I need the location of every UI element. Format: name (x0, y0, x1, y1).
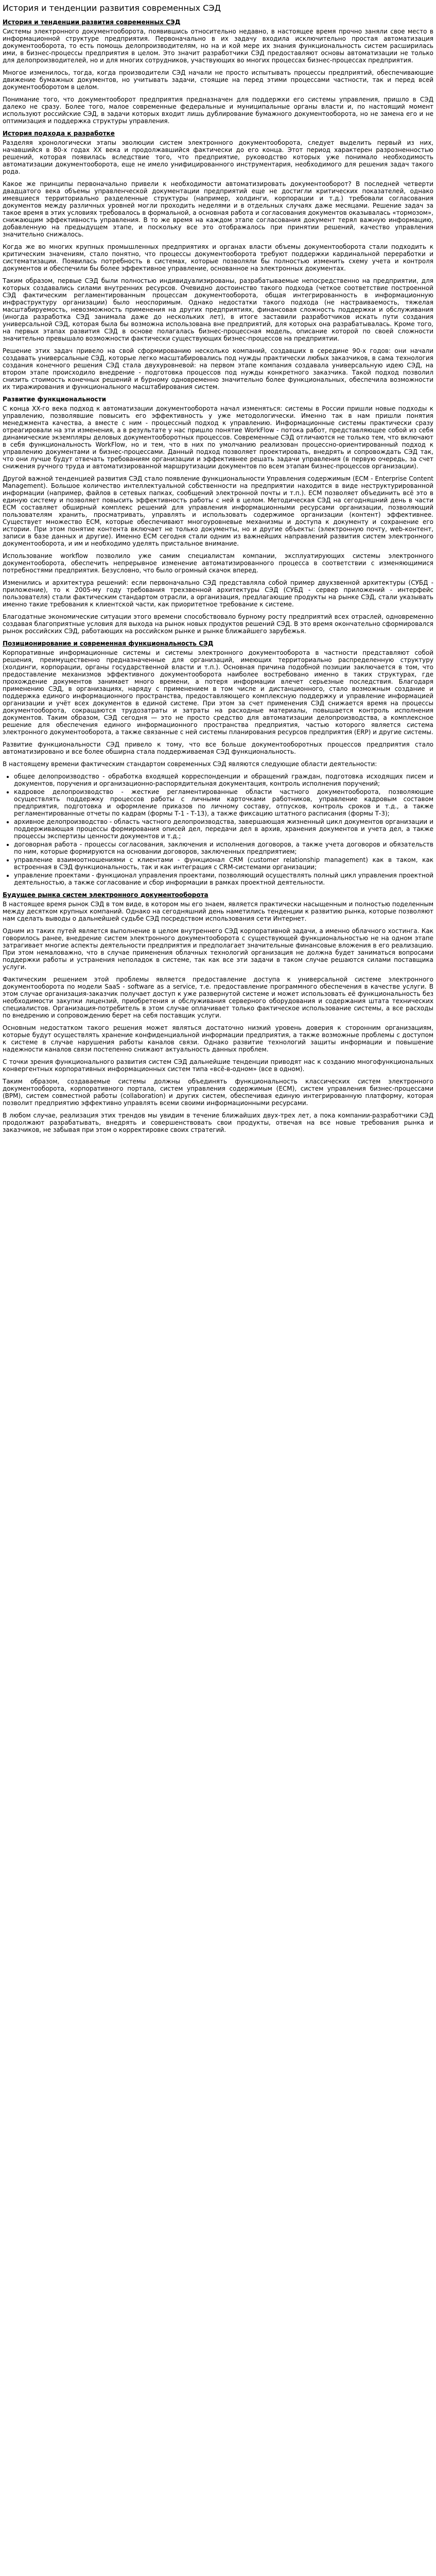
paragraph: Таким образом, создаваемые системы должны объединять функциональность классических систем электронного документооборота, корпоративного портала, систем управления содержимым (ECM), систем управления бизнес-процессами (BPM), систем совместной работы (collaboration) и других систем, обеспечивая единую интегрированную платформу, которая позволит предприятию эффективно управлять всеми своими информационными ресурсами. (3, 1078, 433, 1107)
section-heading: Будущее рынка систем электронного документооборота (3, 891, 208, 899)
paragraph: Решение этих задач привело на свой сформированию несколько компаний, создавших в середине 90-х годов: они начали создавать универсальные СЭД, которые легко масштабировались под нужды практически любых заказчиков, в сама технология создания конечного решения СЭД стала двухуровневой: на первом этапе компания создавала универсальную идею СЭД, на втором этапе происходило внедрение - подготовка процессов под нужды конкретного заказчика. Такой подход позволил снизить стоимость конечных решений и бурному одновременно значительно более функциональных, обеспечила возможности их тиражирования и функционального масштабирования систем. (3, 347, 433, 391)
paragraph: С точки зрения функционального развития систем СЭД дальнейшие тенденции приводят нас к созданию многофункциональных конвергентных корпоративных информационных систем типа «всё-в-одном» (все в одном). (3, 1058, 433, 1073)
section-heading: Позиционирование и современная функциональность СЭД (3, 640, 214, 647)
section-heading: История подхода к разработке (3, 130, 115, 137)
list-item: • архивное делопроизводство - область частного делопроизводства, завершающая жизненный цикл документов организации и поддерживающая процессы формирования описей дел, передачи дел в архив, хранения документов и учета дел, а также процессы экспертизы ценности документов и т.д.; (14, 818, 433, 840)
paragraph: Основным недостатком такого решения может являться достаточно низкий уровень доверия к сторонним организациям, которые будут осуществлять хранение конфиденциальной информации предприятия, а также возможные проблемы с доступом к системе в случае нарушения работы каналов связи. Однако развитие технологий защиты информации и повышение надежности каналов связи постепенно снижают актуальность данных проблем. (3, 1024, 433, 1053)
paragraph: Многое изменилось, тогда, когда производители СЭД начали не просто испытывать процессы предприятий, обеспечивающие движение бумажных документов, но учитывать задачи, стоящие на перед этими процессами частности, так и перед всей документооборотом в целом. (3, 69, 433, 91)
paragraph: Разделяя хронологически этапы эволюции систем электронного документооборота, следует выделить первый из них, начавшийся в 80-х годах XX века и продолжавшийся фактически до его конца. Этот период характерен разрозненностью решений, которая появилась вследствие того, что предприятие, руководство которых уже понимало необходимость автоматизации документооборота, еще не имело унифицированного инструментария, необходимого для решения задач такого рода. (3, 139, 433, 175)
paragraph: Изменились и архитектура решений: если первоначально СЭД представляла собой пример двухзвенной архитектуры (СУБД - приложение), то к 2005-му году требования трехзвенной архитектуры СЭД (СУБД - сервер приложений - интерфейс пользователя) стали фактическим стандартом отрасли, а организация, предлагающие продукты на рынке СЭД, стали указывать именно такие требования к клиентской части, как приоритетное требование к системе. (3, 579, 433, 608)
document-page (0, 3, 436, 1144)
paragraph: Корпоративные информационные системы и системы электронного документооборота в частности представляют собой решения, преимущественно предназначенные для организаций, имеющих территориально распределенную структуру (холдинги, корпорации, органы государственной власти и т.п.). Основная причина подобной позиции заключается в том, что предоставление механизмов эффективного документооборота наиболее востребовано именно в таких структурах, где прохождение документов занимает много времени, а потеря информации влечет серьезные последствия. Благодаря применению СЭД, в организациях, наряду с применением в том числе и дистанционного, стало возможным создание и поддержка единого информационного пространства, предоставляющего комплексную поддержку и управление информацией организации и учёт всех документов в единой системе. При этом за счет применения СЭД снижается время на процессы документооборота, сокращаются трудозатраты и затраты на расходные материалы, повышается контроль исполнения документов. Таким образом, СЭД сегодня — это не просто средство для автоматизации делопроизводства, а комплексное решение для обеспечения единого информационного пространства предприятия, частью которого является система электронного документооборота, а также связанные с ней системы планирования ресурсов предприятия (ERP) и другие системы. (3, 649, 433, 736)
list-item: • управление взаимоотношениями с клиентами - функционал CRM (customer relationship management) как в таком, как встроенная в СЭД функциональность, так и как интеграция с CRM-системами организации; (14, 856, 433, 871)
bullet-list (3, 773, 433, 886)
paragraph: В настоящее время рынок СЭД в том виде, в котором мы его знаем, является практически насыщенным и полностью поделенным между десятком крупных компаний. Однако на сегодняшний день наметились тенденции к развитию рынка, которые позволяют нам сделать выводы о дальнейшей судьбе СЭД посредством использования сети Интернет. (3, 901, 433, 922)
paragraph: Понимание того, что документооборот предприятия предназначен для поддержки его системы управления, пришло в СЭД далеко не сразу. Более того, малое современные федеральные и муниципальные органы власти и, по настоящий момент используют российские СЭД, в задачи которых входит лишь дублирование бумажного документооборота, но не замена его и не оптимизация и поддержка структуры управления. (3, 96, 433, 125)
paragraph: Системы электронного документооборота, появившись относительно недавно, в настоящее время прочно заняли свое место в информационной структуре предприятия. Первоначально в их задачу входила исключительно простая автоматизация документооборота, то есть помощь делопроизводителям, но на и кой мере их знания функциональность систем расширилась ими, в бизнес-процессы предприятия в целом. Это значит разработчики СЭД предоставляют основы автоматизации не только для делопроизводителей, но и для многих сотрудников, участвующих во многих процессах бизнес-процессах предприятия. (3, 28, 433, 64)
list-item: • управление проектами - функционал управления проектами, позволяющий осуществлять полный цикл управления проектной деятельностью, а также согласование и сбор информации в рамках проектной деятельности. (14, 872, 433, 886)
paragraph: Когда же во многих крупных промышленных предприятиях и органах власти объемы документооборота стали подходить к критическим значениям, стало понятно, что процессы документооборота требуют поддержки кардинальной переработки и систематизации. Появилась потребность в системах, которые позволяли бы полностью изменить схему учета и контроля документов и обеспечили бы более эффективное управление, основанное на электронных документах. (3, 243, 433, 272)
list-item: • кадровое делопроизводство - жесткие регламентированные области частного документооборота, позволяющие осуществлять поддержку процессов работы с личными карточками работников, управление кадровым составом предприятия, подготовка и оформление приказов по личному составу, отпусков, контроль сроков и т.д., а также регламентированные отчеты по кадрам (формы Т-1 - Т-13), а также фиксацию штатного расписания (формы Т-3); (14, 788, 433, 817)
section-heading: История и тенденции развития современных СЭД (3, 19, 181, 26)
paragraph: Другой важной тенденцией развития СЭД стало появление функциональности Управления содержимым (ECM - Enterprise Content Management). Большое количество интеллектуальной собственности на предприятии находится в виде неструктурированной информации (например, файлов в сетевых папках, сообщений электронной почты и т.п.). ECM позволяет объединить всё это в единую систему и позволяет повысить эффективность работы с ней в целом. Методическая СЭД на сегодняшний день в части ECM составляет обширный комплекс решений для управления информационными ресурсами организации, позволяющий пользователям хранить, просматривать, управлять и использовать содержимое организации (контент) эффективнее. Существует множество ECM, которые обеспечивают многоуровневые механизмы и доступа к документу и сохранение его истории. При этом понятие контента включает не только документы, но и другие объекты: (электронную почту, web-контент, записи в базе данных и другие). Именно ECM сегодня стали одним из важнейших направлений развития систем электронного документооборота, и им и необходимо уделять пристальное внимание. (3, 475, 433, 547)
list-item: • общее делопроизводство - обработка входящей корреспонденции и обращений граждан, подготовка исходящих писем и документов, поручения и организационно-распорядительная документация, контроль исполнения поручений; (14, 773, 433, 787)
list-item: • договорная работа - процессы согласования, заключения и исполнения договоров, а также учета договоров и обязательств по ним, которые формируются на основании договоров, заключенных предприятием; (14, 841, 433, 855)
paragraph: В любом случае, реализация этих трендов мы увидим в течение ближайших двух-трех лет, а пока компании-разработчики СЭД продолжают разрабатывать, внедрять и совершенствовать свои продукты, отвечая на все новые требования рынка и заказчиков, не забывая при этом о корректировке своих стратегий. (3, 1112, 433, 1133)
document-body (3, 19, 433, 1133)
paragraph: Таким образом, первые СЭД были полностью индивидуализированы, разрабатываемые непосредственно на предприятии, для которых создавались силами внутренних ресурсов. Очевидно достоинство такого подхода (четкое соответствие построенной СЭД фактическим регламентированным процессам документооборота, общая интегрированность в информационную инфраструктуру организации) было неоспоримым. Однако недостатки такого подхода (не настраиваемость, тяжелая масштабируемость, невозможность применения на других предприятиях, финансовая сложность поддержки и обслуживания (иногда разработка СЭД занимала даже до нескольких лет), в итоге заставили разработчиков искать пути создания универсальной СЭД, которая была бы возможна использована вне предприятий, для которых она разрабатывалась. Кроме того, на первых этапах развития СЭД в основе полагалась бизнес-процессная модель, описание которой по своей сложности значительно превышало возможности фактически существующих бизнес-процессов на предприятии. (3, 277, 433, 342)
section-heading: Развитие функциональности (3, 396, 107, 403)
paragraph: С конца XX-го века подход к автоматизации документооборота начал изменяться: системы в России пришли новые подходы к управлению, позволявшие повысить его эффективность у уже методологически. Именно так в нам пришли понятия менеджмента качества, а вместе с ним - процессный подход к управлению. Информационные системы практически сразу отреагировали на эти изменения, а в результате у нас пришло понятие WorkFlow - потока работ, представляющее собой из себя динамические экземпляры деловых документооборотных процессов. Современные СЭД отличаются не только тем, что включают в себя функциональность WorkFlow, но и тем, что в них по умолчанию реализован процессно-ориентированный подход к управлению документами и бизнес-процессами. Данный подход позволяет проектировать, внедрять и сопровождать СЭД так, что они лучше будут отвечать требованиям организации и эффективнее решать задачи управления (в первую очередь, за счет снижения ручного труда и автоматизированной маршрутизации документов по всем этапам бизнес-процессов организации). (3, 405, 433, 470)
document-title: История и тенденции развития современных СЭД (3, 3, 221, 13)
paragraph: Благодатные экономические ситуации этого времени способствовало бурному росту предприятий всех отраслей, одновременно создавая благоприятные условия для выхода на рынок новых продуктов решений СЭД. В это время окончательно сформировался рынок российских СЭД, работающих на российском рынке и рынке ближайшего зарубежья. (3, 613, 433, 635)
paragraph: В настоящему времени фактическим стандартом современных СЭД являются следующие области деятельности: (3, 760, 377, 768)
paragraph: Развитие функциональности СЭД привело к тому, что все больше документооборотных процессов предприятия стало автоматизировано и все более обширна стала поддерживаемая СЭД функциональность. (3, 741, 433, 755)
paragraph: Какое же принципы первоначально привели к необходимости автоматизировать документооборот? В последней четверти двадцатого века объемы управленческой документации предприятий еще не достигли критических показателей, однако имевшиеся территориально разделенные структуры (например, холдинги, корпорации и т.д.) требовали согласования документов между различных уровней могли проходить неделями и в отдельных случаях даже месяцами. Решение задач за такое время в этих условиях требовалось в формальной, а основная работа и согласования документов оказывалась «тормозом», снижающим эффективность управления. В то же время на каждом этапе согласования документ терял важную информацию, добавленную на предыдущем этапе, и поскольку все это отображалось при принятии решений, качество управления значительно снижалось. (3, 180, 433, 238)
paragraph: Использование workflow позволило уже самим специалистам компании, эксплуатирующих системы электронного документооборота, обеспечить непрерывное изменение автоматизированного процесса в соответствии с изменяющимися потребностями предприятия. Безусловно, что было огромный скачок вперед. (3, 552, 433, 574)
paragraph: Фактическим решением этой проблемы является предоставление доступа к универсальной системе электронного документооборота по модели SaaS - software as a service, т.е. предоставление программного обеспечения в качестве услуги. В этом случае организация-заказчик получает доступ к уже развернутой системе и может использовать её функциональность без необходимости закупки лицензий, приобретения и обслуживания серверного оборудования и содержания штата технических специалистов. Организация-потребитель в этом случае оплачивает только фактическое использование системы, а все расходы по внедрению и сопровождению берет на себя поставщик услуги. (3, 976, 433, 1019)
paragraph: Одним из таких путей является выполнение в целом внутреннего СЭД корпоративной задачи, а именно облачного хостинга. Как говорилось ранее, внедрение систем электронного документооборота с существующей функциональностью не на одном этапе затрагивает многие аспекты деятельности предприятия и предполагает значительные финансовые вложения в его реализацию. При этом немаловажно, что в случае применения облачных технологий организация не должна будет заниматься вопросами поддержки работы и устранения неполадок в системе, так как все эти задачи в таком случае решаются силами поставщика услуги. (3, 927, 433, 971)
